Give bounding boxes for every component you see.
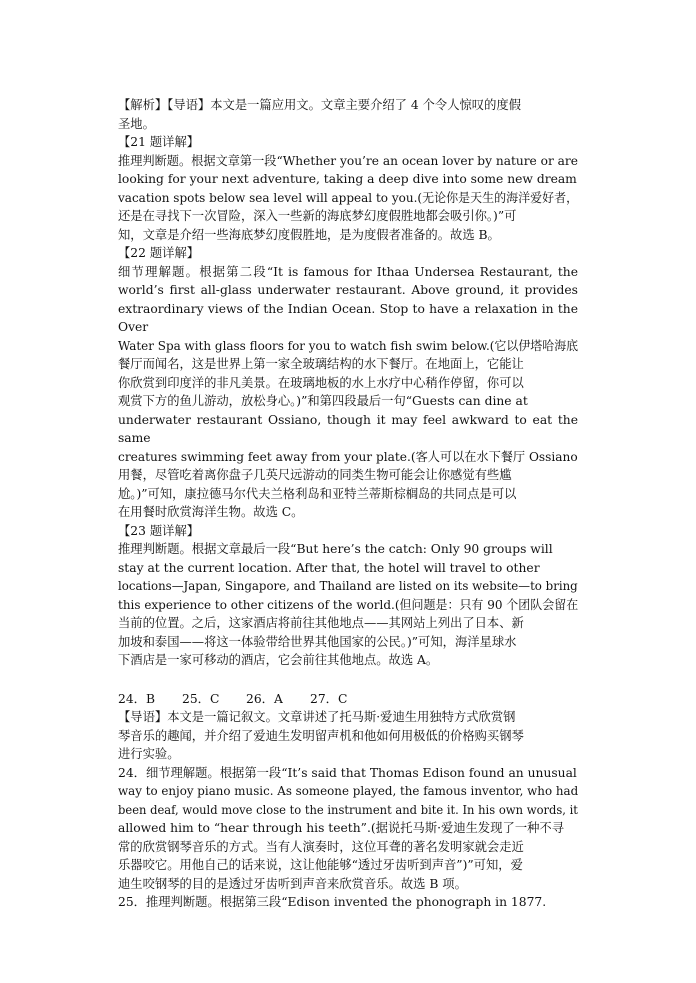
q24-text: 常的欣赏钢琴音乐的方式。当有人演奏时，这位耳聋的著名发明家就会走近 bbox=[118, 839, 524, 854]
q23-heading: 【23 题详解】 bbox=[118, 523, 200, 538]
q22-text: 餐厅而闻名，这是世界上第一家全玻璃结构的水下餐厅。在地面上，它能让 bbox=[118, 357, 524, 371]
q22-text: 细节理解题。根据第二段“It is famous for Ithaa Undersea Restaurant, the bbox=[118, 264, 578, 279]
q22-text: world’s first all-glass underwater restaurant. Above ground, it provides bbox=[118, 283, 578, 297]
analysis-intro-line-2: 圣地。 bbox=[118, 116, 155, 131]
q24-text: way to enjoy piano music. As someone played, the famous inventor, who had bbox=[118, 784, 579, 798]
analysis-intro-line-1: 【解析】【导语】本文是一篇应用文。文章主要介绍了 4 个令人惊叹的度假 bbox=[118, 98, 521, 112]
q22-text: 用餐，尽管吃着离你盘子几英尺远游动的同类生物可能会让你感觉有些尴 bbox=[118, 468, 512, 482]
answer-25: 25．C bbox=[182, 691, 220, 706]
q24-text: 24．细节理解题。根据第一段“It’s said that Thomas Edison found an unusual bbox=[118, 765, 577, 780]
document-page bbox=[118, 96, 578, 912]
q22-text: 你欣赏到印度洋的非凡美景。在玻璃地板的水上水疗中心稍作停留，你可以 bbox=[118, 375, 524, 390]
q21-text: 推理判断题。根据文章第一段“Whether you’re an ocean lover by nature or are bbox=[118, 153, 578, 168]
q23-text: stay at the current location. After that, the hotel will travel to other bbox=[118, 560, 540, 575]
q23-text: locations—Japan, Singapore, and Thailand are listed on its website—to bring bbox=[118, 579, 578, 593]
q22-heading: 【22 题详解】 bbox=[118, 246, 200, 260]
q24-text: allowed him to “hear through his teeth”.(据说托马斯·爱迪生发现了一种不寻 bbox=[118, 821, 565, 835]
q21-heading: 【21 题详解】 bbox=[118, 135, 200, 149]
q22-text: 观赏下方的鱼儿游动，放松身心。)”和第四段最后一句“Guests can dine at bbox=[118, 394, 528, 408]
passage2-intro: 琴音乐的趣闻，并介绍了爱迪生发明留声机和他如何用极低的价格购买钢琴 bbox=[118, 728, 524, 743]
q22-text: 在用餐时欣赏海洋生物。故选 C。 bbox=[118, 505, 304, 519]
q22-text: extraordinary views of the Indian Ocean. Stop to have a relaxation in the Over bbox=[118, 301, 578, 334]
q23-text: 当前的位置。之后，这家酒店将前往其他地点——其网站上列出了日本、新 bbox=[118, 616, 524, 630]
q22-text: Water Spa with glass floors for you to watch fish swim below.(它以伊塔哈海底 bbox=[118, 338, 579, 353]
q21-text: looking for your next adventure, taking a deep dive into some new dream bbox=[118, 172, 577, 186]
q23-text: this experience to other citizens of the world.(但问题是：只有 90 个团队会留在 bbox=[118, 597, 579, 612]
passage2-intro: 进行实验。 bbox=[118, 747, 180, 761]
q21-text: vacation spots below sea level will appeal to you.(无论你是天生的海洋爱好者， bbox=[118, 190, 579, 205]
answer-26: 26．A bbox=[246, 691, 283, 706]
answer-24: 24．B bbox=[118, 691, 155, 706]
q21-text: 还是在寻找下一次冒险，深入一些新的海底梦幻度假胜地都会吸引你。)”可 bbox=[118, 209, 517, 223]
answer-27: 27．C bbox=[310, 691, 348, 706]
q23-text: 加坡和泰国——将这一体验带给世界其他国家的公民。)”可知，海洋星球水 bbox=[118, 634, 517, 649]
q24-text: 乐器咬它。用他自己的话来说，这让他能够“透过牙齿听到声音”)”可知，爱 bbox=[118, 858, 523, 872]
q22-text: underwater restaurant Ossiano, though it may feel awkward to eat the same bbox=[118, 412, 578, 445]
passage2-intro: 【导语】本文是一篇记叙文。文章讲述了托马斯·爱迪生用独特方式欣赏钢 bbox=[118, 710, 516, 724]
q25-text: 25．推理判断题。根据第三段“Edison invented the phonograph in 1877. bbox=[118, 895, 547, 909]
q24-text: been deaf, would move close to the instrument and bite it. In his own words, it bbox=[118, 802, 578, 817]
answer-key-row bbox=[118, 690, 578, 709]
q24-text: 迪生咬钢琴的目的是透过牙齿听到声音来欣赏音乐。故选 B 项。 bbox=[118, 876, 467, 891]
q23-text: 推理判断题。根据文章最后一段“But here’s the catch: Only 90 groups will bbox=[118, 542, 553, 556]
q23-text: 下酒店是一家可移动的酒店，它会前往其他地点。故选 A。 bbox=[118, 653, 439, 667]
q21-text: 知，文章是介绍一些海底梦幻度假胜地，是为度假者准备的。故选 B。 bbox=[118, 227, 500, 242]
q22-text: creatures swimming feet away from your plate.(客人可以在水下餐厅 Ossiano bbox=[118, 449, 578, 464]
section-spacer bbox=[118, 670, 578, 690]
q22-text: 尬。)”可知，康拉德马尔代夫兰格利岛和亚特兰蒂斯棕榈岛的共同点是可以 bbox=[118, 486, 517, 501]
